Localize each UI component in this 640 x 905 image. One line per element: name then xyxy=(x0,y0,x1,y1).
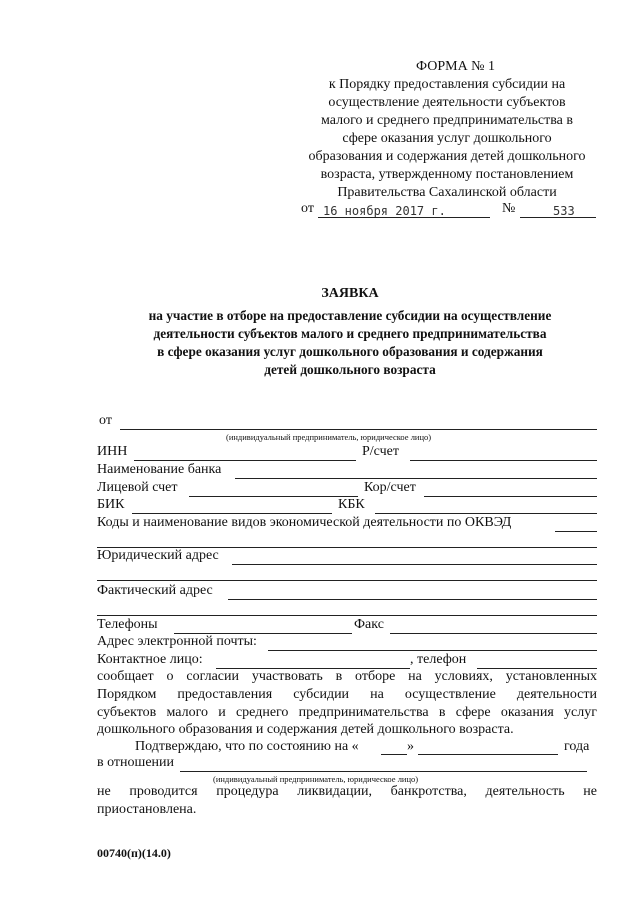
regarding-hint: (индивидуальный предприниматель, юридическое лицо) xyxy=(213,774,419,784)
okved-line-1[interactable] xyxy=(555,531,597,532)
confirm-quote-close: » xyxy=(407,739,414,754)
okved-label: Коды и наименование видов экономической деятельности по ОКВЭД xyxy=(97,515,512,530)
regarding-label: в отношении xyxy=(97,755,175,770)
inn-label: ИНН xyxy=(97,444,128,459)
order-date: 16 ноября 2017 г. xyxy=(323,204,446,218)
order-date-line xyxy=(318,217,490,218)
bank-label: Наименование банка xyxy=(97,462,222,477)
actual-address-label: Фактический адрес xyxy=(97,583,213,598)
applicant-line[interactable] xyxy=(120,429,597,430)
email-line[interactable] xyxy=(268,650,597,651)
contact-phone-label: , телефон xyxy=(410,652,467,667)
header-line-6: возраста, утвержденному постановлением xyxy=(320,167,574,182)
applicant-hint: (индивидуальный предприниматель, юридическое лицо) xyxy=(226,432,432,442)
confirm-text: Подтверждаю, что по состоянию на « xyxy=(135,739,359,754)
body-line-1: сообщает о согласии участвовать в отборе на условиях, установленных xyxy=(97,669,597,684)
kbk-line[interactable] xyxy=(375,513,597,514)
header-line-7: Правительства Сахалинской области xyxy=(337,185,557,200)
doc-title: ЗАЯВКА xyxy=(321,286,379,301)
contact-label: Контактное лицо: xyxy=(97,652,203,667)
title-line-4: детей дошкольного возраста xyxy=(264,362,436,377)
legal-address-label: Юридический адрес xyxy=(97,548,219,563)
kor-line[interactable] xyxy=(424,496,597,497)
header-line-4: сфере оказания услуг дошкольного xyxy=(342,131,552,146)
confirm-day-line[interactable] xyxy=(381,754,407,755)
order-from-label: от xyxy=(301,201,314,216)
email-label: Адрес электронной почты: xyxy=(97,634,257,649)
legal-address-line-1[interactable] xyxy=(232,564,597,565)
order-number: 533 xyxy=(553,204,575,218)
regarding-line[interactable] xyxy=(180,771,587,772)
fax-line[interactable] xyxy=(390,633,597,634)
header-line-2: осуществление деятельности субъектов xyxy=(328,95,566,110)
kor-label: Кор/счет xyxy=(364,480,416,495)
footer-code: 00740(п)(14.0) xyxy=(97,846,171,860)
kbk-label: КБК xyxy=(338,497,365,512)
confirm-month-line[interactable] xyxy=(418,754,558,755)
confirm-year-label: года xyxy=(564,739,590,754)
bik-line[interactable] xyxy=(132,513,332,514)
body-line-3: субъектов малого и среднего предпринимательства в сфере оказания услуг xyxy=(97,705,597,720)
body-line-2: Порядком предоставления субсидии на осуществление деятельности xyxy=(97,687,597,702)
form-number: ФОРМА № 1 xyxy=(416,59,496,74)
rs-label: Р/счет xyxy=(362,444,399,459)
header-line-5: образования и содержания детей дошкольного xyxy=(308,149,586,164)
header-line-3: малого и среднего предпринимательства в xyxy=(321,113,573,128)
title-line-2: деятельности субъектов малого и среднего предпринимательства xyxy=(153,326,547,341)
fax-label: Факс xyxy=(354,617,384,632)
title-line-1: на участие в отборе на предоставление субсидии на осуществление xyxy=(148,308,552,323)
body-p2-line-2: приостановлена. xyxy=(97,802,197,817)
applicant-from-label: от xyxy=(99,413,112,428)
order-number-label: № xyxy=(502,201,516,216)
legal-address-line-2[interactable] xyxy=(97,580,597,581)
account-line[interactable] xyxy=(189,496,358,497)
order-number-line xyxy=(520,217,596,218)
bik-label: БИК xyxy=(97,497,125,512)
body-p2-line-1: не проводится процедура ликвидации, банкротства, деятельность не xyxy=(97,784,597,799)
rs-line[interactable] xyxy=(410,460,597,461)
actual-address-line-1[interactable] xyxy=(228,599,597,600)
account-label: Лицевой счет xyxy=(97,480,178,495)
inn-line[interactable] xyxy=(134,460,356,461)
title-line-3: в сфере оказания услуг дошкольного образования и содержания xyxy=(157,344,543,359)
actual-address-line-2[interactable] xyxy=(97,615,597,616)
header-line-1: к Порядку предоставления субсидии на xyxy=(328,77,566,92)
phones-label: Телефоны xyxy=(97,617,158,632)
bank-line[interactable] xyxy=(235,478,597,479)
body-line-4: дошкольного образования и содержания детей дошкольного возраста. xyxy=(97,722,514,737)
